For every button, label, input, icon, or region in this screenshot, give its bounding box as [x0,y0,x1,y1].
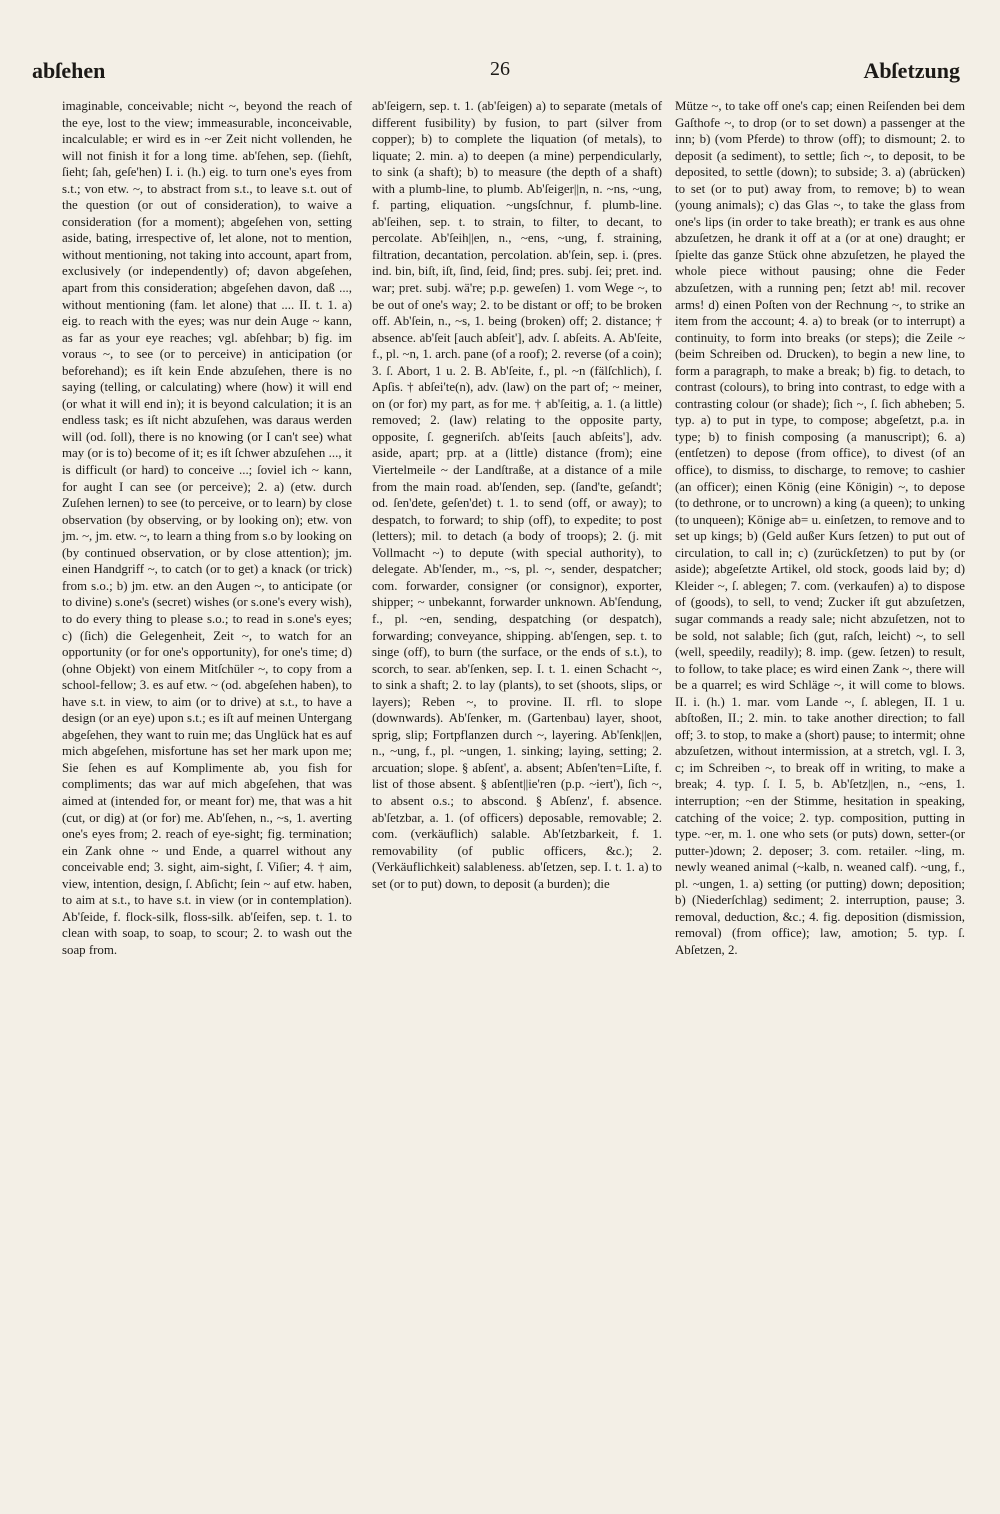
column-middle [372,98,662,892]
page-number: 26 [490,58,510,80]
column-text: imaginable, conceivable; nicht ~, beyond the reach of the eye, lost to the view; immeasurable, inconceivable, incalculable; er wird es in ~er Zeit nicht vollenden, he will not finish it for a long time. ab'ſehen, sep. (ſiehſt, ſieht; ſah, geſe'hen) I. i. (h.) eig. to turn one's eyes from s.t.; von etw. ~, to abstract from s.t., to leave s.t. out of the question (or out of consideration), to waive a consideration (for a moment); abgeſehen von, setting aside, bating, irrespective of, let alone, not to mention, without mentioning, not taking into account, apart from, exclusively (or independently) of; davon abgeſehen, apart from this consideration; abgeſehen davon, daß ..., without mentioning (fam. let alone) that .... II. t. 1. a) eig. to reach with the eyes; was nur dein Auge ~ kann, as far as your eye reaches; vgl. abſehbar; b) fig. im voraus ~, to see (or to perceive) in anticipation (or beforehand); es iſt kein Ende abzuſehen, there is no saying (telling, or calculating) where (how) it will end (or what it will end in); it is beyond calculation; it is an endless task; es iſt nicht abzuſehen, was daraus werden will (od. ſoll), there is no knowing (or I can't see) what may (or is to) become of it; es iſt ſchwer abzuſehen ..., it is difficult (or hard) to conceive ...; ſoviel ich ~ kann, for aught I can see (or perceive); 2. a) (etw. durch Zuſehen lernen) to see (to perceive, or to learn) by close observation (by observing, or by looking on); etw. von jm. ~, jm. etw. ~, to learn a thing from s.o by looking on (by continued observation, or by close attention); jm. einen Handgriff ~, to catch (or to get) a knack (or trick) from s.o.; b) jm. etw. an den Augen ~, to anticipate (or to divine) s.one's (secret) wishes (or s.one's every wish), to do every thing to please s.o.; to read in s.one's eyes; c) (ſich) die Gelegenheit, Zeit ~, to watch for an opportunity (or for one's opportunity), for one's time; d) (ohne Objekt) von einem Mitſchüler ~, to copy from a school-fellow; 3. es auf etw. ~ (od. abgeſehen haben), to have s.t. in view, to aim (or to drive) at s.t., to have a design (or an eye) upon s.t.; es iſt auf meinen Untergang abgeſehen, they want to ruin me; das Unglück hat es auf mich abgeſehen, misfortune has set her mark upon me; Sie ſehen es auf Komplimente ab, you fish for compliments; das war auf mich abgeſehen, that was aimed at (intended for, or meant for) me, that was a hit (cut, or dig) at (or for) me. Ab'ſehen, n., ~s, 1. averting one's eyes from; 2. reach of eye-sight; fig. termination; ein Zank ohne ~ und Ende, a quarrel without any conceivable end; 3. sight, aim-sight, ſ. Viſier; 4. † aim, view, intention, design, ſ. Abſicht; ſein ~ auf etw. haben, to aim at s.t., to have s.t. in view (or in contemplation). Ab'ſeide, f. flock-silk, floss-silk. ab'ſeifen, sep. t. 1. to clean with soap, to soap, to scour; 2. to wash out the soap from. [62,99,352,957]
column-text: Mütze ~, to take off one's cap; einen Reiſenden bei dem Gaſthofe ~, to drop (or to set down) a passenger at the inn; b) (vom Pferde) to throw (off); to dismount; 2. to deposit (a sediment), to settle; ſich ~, to deposit, to be deposited, to settle (down); to subside; 3. a) (abrücken) to set (or to put) away from, to remove; b) to wean (young animals); c) das Glas ~, to take the glass from one's lips (in order to take breath); er trank es aus ohne abzuſetzen, he drank it off at a (or at one) draught; er ſpielte das ganze Stück ohne abzuſetzen, he played the whole piece without pausing; ohne die Feder abzuſetzen, with a running pen; ſetzt ab! mil. recover arms! d) einen Poſten von der Rechnung ~, to strike an item from the account; 4. a) to break (or to interrupt) a continuity, to form into breaks (or steps); die Zeile ~ (beim Schreiben od. Drucken), to begin a new line, to form a paragraph, to make a break; b) fig. to detach, to contrast (colours), to bring into contrast, to edge with a contrasting colour (or shade); ſich ~, ſ. ſich abheben; 5. typ. a) to put in type, to compose; abgeſetzt, p.a. in type; b) to finish composing (a manuscript); 6. a) (entſetzen) to depose (from office), to divest (of an office), to dismiss, to discharge, to remove; to cashier (an officer); einen König (eine Königin) ~, to depose (to dethrone, or to uncrown) a king (a queen); to unking (to unqueen); Könige ab= u. einſetzen, to remove and to set up kings; b) (Geld außer Kurs ſetzen) to put out of circulation, to call in; c) (zurückſetzen) to put by (or aside); abgeſetzte Artikel, old stock, goods laid by; d) Kleider ~, ſ. ablegen; 7. com. (verkaufen) a) to dispose of (goods), to sell, to vend; Zucker iſt gut abzuſetzen, sugar commands a ready sale; nicht abzuſetzen, not to be sold, not salable; ſich (gut, raſch, leicht) ~, to sell (well, speedily, readily); 8. imp. (gew. ſetzen) to result, to follow, to take place; es wird einen Zank ~, there will be a quarrel; es wird Schläge ~, it will come to blows. II. i. (h.) 1. mar. vom Lande ~, ſ. ablegen, II. 1 u. abſtoßen, II.; 2. min. to take another direction; to fall off; 3. to stop, to make a (short) pause; to intermit; ohne abzuſetzen, without intermission, at a stretch, vgl. I. 3, c; im Schreiben ~, to break off in writing, to make a break; 4. typ. ſ. I. 5, b. Ab'ſetz||en, n., ~ens, 1. interruption; ~en der Stimme, hesitation in speaking, catching of the voice; 2. typ. composition, putting in type. ~er, m. 1. one who sets (or puts) down, setter-(or putter-)down; 2. deposer; 3. com. retailer. ~ling, m. newly weaned animal (~kalb, n. weaned calf). ~ung, f., pl. ~ungen, 1. a) setting (or putting) down; deposition; b) (Niederſchlag) sediment; 2. interruption, pause; 3. removal, deduction, &c.; 4. fig. deposition (dismission, removal) (from office); law, amotion; 5. typ. ſ. Abſetzen, 2. [675,99,965,957]
column-left [62,98,352,958]
running-head-left: abſehen [32,58,106,83]
running-head-right: Abſetzung [863,58,960,83]
column-text: ab'ſeigern, sep. t. 1. (ab'ſeigen) a) to separate (metals of different fusibility) by fusion, to part (silver from copper); b) to complete the liquation (of metals), to liquate; 2. min. a) to deepen (a mine) perpendicularly, to sink (a shaft); b) to measure (the depth of a shaft) with a plumb-line, to plumb. Ab'ſeiger||n, n. ~ns, ~ung, f. parting, eliquation. ~ungsſchnur, f. plumb-line. ab'ſeihen, sep. t. to strain, to filter, to decant, to percolate. Ab'ſeih||en, n., ~ens, ~ung, f. straining, filtration, decantation, percolation. ab'ſein, sep. i. (pres. ind. bin, biſt, iſt, ſind, ſeid, ſind; pres. subj. ſei; pret. ind. war; pret. subj. wä're; p.p. geweſen) 1. vom Wege ~, to be out of one's way; 2. to be distant or off; to be broken off. Ab'ſein, n., ~s, 1. being (broken) off; 2. distance; † absence. ab'ſeit [auch abſeit'], adv. ſ. abſeits. A. Ab'ſeite, f., pl. ~n, 1. arch. pane (of a roof); 2. reverse (of a coin); 3. ſ. Abort, 1 u. 2. B. Ab'ſeite, f., pl. ~n (fälſchlich), ſ. Apſis. † abſei'te(n), adv. (law) on the part of; ~ meiner, on (or for) my part, as for me. † ab'ſeitig, a. 1. (a little) removed; 2. (law) relating to the opposite party, opposite, ſ. gegneriſch. ab'ſeits [auch abſeits'], adv. aside, apart; prp. at a (little) distance (from); eine Viertelmeile ~ der Landſtraße, at a distance of a mile from the main road. ab'ſenden, sep. (ſand'te, geſandt'; od. ſen'dete, geſen'det) t. 1. to send (off, or away); to despatch, to forward; to ship (off), to expedite; to post (letters); mil. to detach (a body of troops); 2. (j. mit Vollmacht ~) to depute (with special authority), to delegate. Ab'ſender, m., ~s, pl. ~, sender, despatcher; com. forwarder, consigner (or consignor), exporter, shipper; ~ unbekannt, forwarder unknown. Ab'ſendung, f., pl. ~en, sending, despatching (or despatch), forwarding; conveyance, shipping. ab'ſengen, sep. t. to singe (off), to burn (the surface, or the ends of s.t.), to scorch, to sear. ab'ſenken, sep. I. t. 1. einen Schacht ~, to sink a shaft; 2. to lay (plants), to set (shoots, slips, or layers); Reben ~, to provine. II. rfl. to slope (downwards). Ab'ſenker, m. (Gartenbau) layer, shoot, sprig, slip; Fortpflanzen durch ~, layering. Ab'ſenk||en, n., ~ung, f., pl. ~ungen, 1. sinking; laying, setting; 2. arcuation; slope. § abſent', a. absent; Abſen'ten=Liſte, f. list of those absent. § abſent||ie'ren (p.p. ~iert'), ſich ~, to absent o.s.; to abscond. § Abſenz', f. absence. ab'ſetzbar, a. 1. (of officers) deposable, removable; 2. com. (verkäuflich) salable. Ab'ſetzbarkeit, f. 1. removability (of public officers, &c.); 2. (Verkäuflichkeit) salableness. ab'ſetzen, sep. I. t. 1. a) to set (or to put) down, to deposit (a burden); die [372,99,662,891]
column-right [675,98,965,958]
